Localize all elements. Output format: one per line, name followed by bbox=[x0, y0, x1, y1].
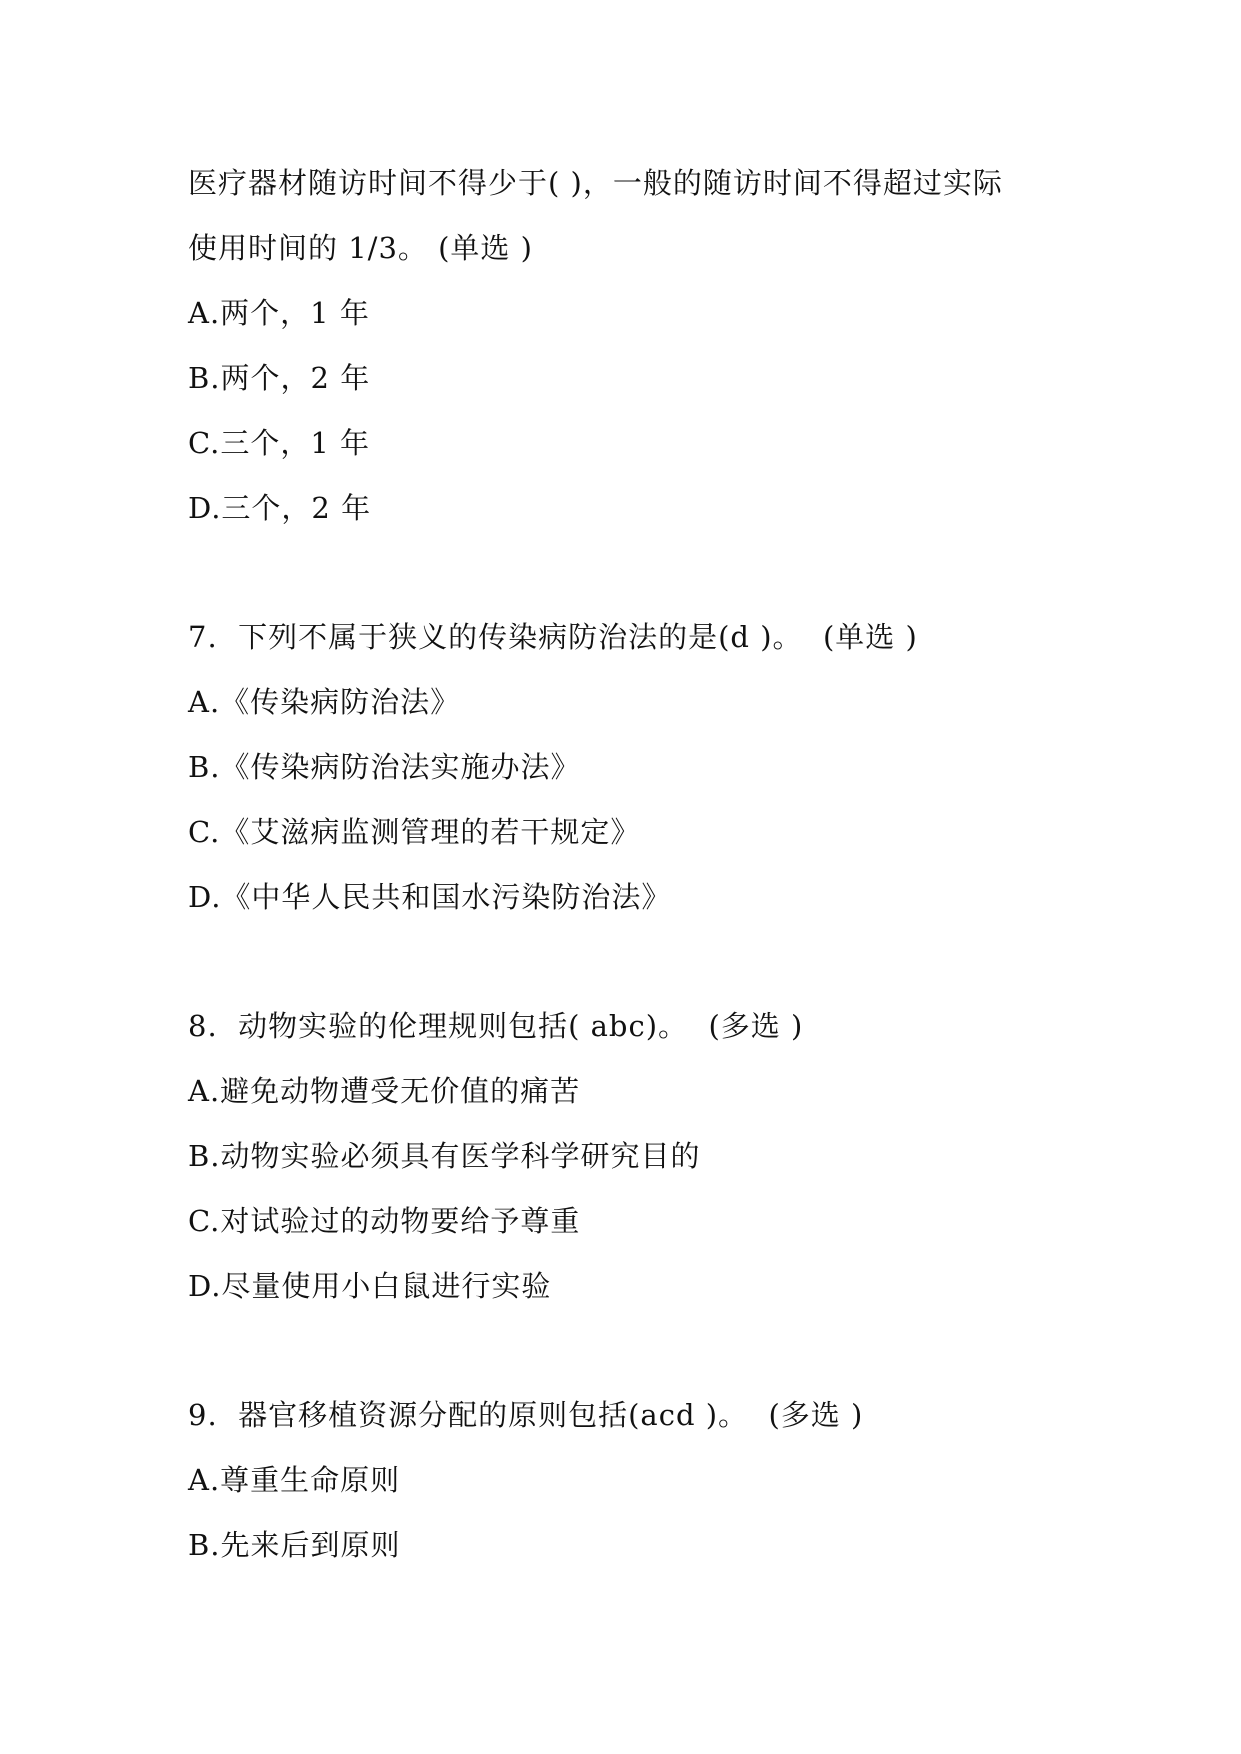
q8-option-d: D.尽量使用小白鼠进行实验 bbox=[188, 1269, 552, 1303]
q6-option-b: B.两个，2 年 bbox=[188, 361, 371, 395]
q6-option-c: C.三个，1 年 bbox=[188, 426, 371, 460]
q7-option-b: B.《传染病防治法实施办法》 bbox=[188, 750, 581, 784]
q6-option-a: A.两个，1 年 bbox=[188, 296, 370, 330]
q9-text: 9. 器官移植资源分配的原则包括(acd )。 (多选 ) bbox=[188, 1398, 864, 1432]
q6-text-line1: 医疗器材随访时间不得少于( )，一般的随访时间不得超过实际 bbox=[188, 166, 1003, 200]
q9-option-a: A.尊重生命原则 bbox=[188, 1463, 401, 1497]
q6-option-d: D.三个，2 年 bbox=[188, 491, 372, 525]
q7-option-c: C.《艾滋病监测管理的若干规定》 bbox=[188, 815, 641, 849]
q8-option-c: C.对试验过的动物要给予尊重 bbox=[188, 1204, 581, 1238]
q9-option-b: B.先来后到原则 bbox=[188, 1528, 401, 1562]
q8-text: 8. 动物实验的伦理规则包括( abc)。 (多选 ) bbox=[188, 1009, 804, 1043]
q7-option-a: A.《传染病防治法》 bbox=[188, 685, 461, 719]
q8-option-a: A.避免动物遭受无价值的痛苦 bbox=[188, 1074, 581, 1108]
q7-option-d: D.《中华人民共和国水污染防治法》 bbox=[188, 880, 672, 914]
q7-text: 7. 下列不属于狭义的传染病防治法的是(d )。 (单选 ) bbox=[188, 620, 918, 654]
q6-text-line2: 使用时间的 1/3。 (单选 ) bbox=[188, 231, 533, 265]
q8-option-b: B.动物实验必须具有医学科学研究目的 bbox=[188, 1139, 701, 1173]
